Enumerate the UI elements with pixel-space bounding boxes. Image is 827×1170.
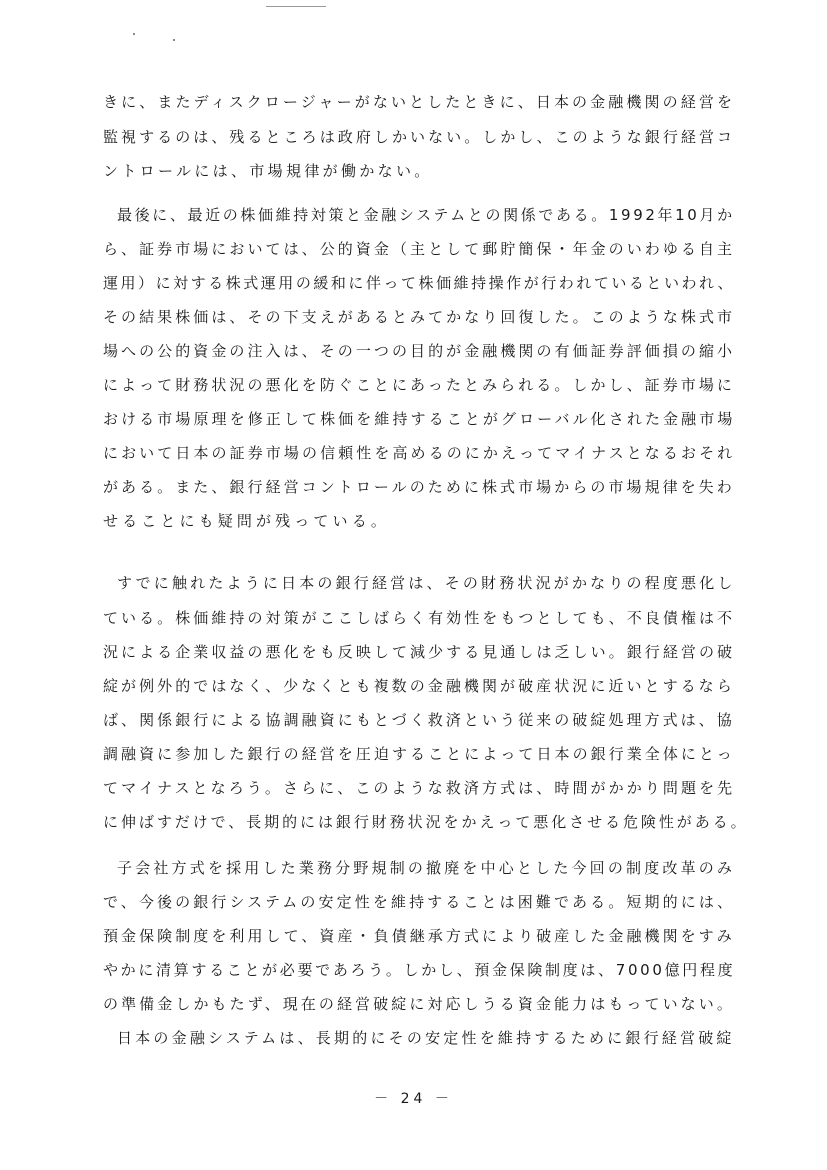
text-line: がある。また、銀行経営コントロールのために株式市場からの市場規律を失わ <box>103 478 735 496</box>
text-line: 日本の金融システムは、長期的にその安定性を維持するために銀行経営破綻 <box>117 1029 735 1047</box>
text-line: 運用）に対する株式運用の緩和に伴って株価維持操作が行われているといわれ、 <box>103 274 735 292</box>
text-line: てマイナスとなろう。さらに、このような救済方式は、時間がかかり問題を先 <box>103 779 736 797</box>
text-line: おける市場原理を修正して株価を維持することがグローバル化された金融市場 <box>103 410 736 428</box>
text-line: によって財務状況の悪化を防ぐことにあったとみられる。しかし、証券市場に <box>103 376 735 394</box>
text-line: せることにも疑問が残っている。 <box>103 512 390 530</box>
text-line: 最後に、最近の株価維持対策と金融システムとの関係である。1992年10月か <box>117 206 735 224</box>
text-line: 綻が例外的ではなく、少なくとも複数の金融機関が破産状況に近いとするなら <box>103 677 735 695</box>
text-line: すでに触れたように日本の銀行経営は、その財務状況がかなりの程度悪化し <box>117 574 736 592</box>
text-line: 況による企業収益の悪化をも反映して減少する見通しは乏しい。銀行経営の破 <box>103 643 736 661</box>
text-line: きに、またディスクロージャーがないとしたときに、日本の金融機関の経営を <box>103 93 736 111</box>
text-line: ば、関係銀行による協調融資にもとづく救済という従来の破綻処理方式は、協 <box>103 711 735 729</box>
text-line: 調融資に参加した銀行の経営を圧迫することによって日本の銀行業全体にとっ <box>103 745 735 763</box>
text-line: の準備金しかもたず、現在の経営破綻に対応しうる資金能力はもっていない。 <box>103 995 735 1013</box>
text-line: 子会社方式を採用した業務分野規制の撤廃を中心とした今回の制度改革のみ <box>117 859 736 877</box>
text-line: において日本の証券市場の信頼性を高めるのにかえってマイナスとなるおそれ <box>103 444 736 462</box>
text-line: 預金保険制度を利用して、資産・負債継承方式により破産した金融機関をすみ <box>103 927 735 945</box>
text-line: ントロールには、市場規律が働かない。 <box>103 162 433 180</box>
scan-artifact-top <box>266 6 326 7</box>
text-line: ら、証券市場においては、公的資金（主として郵貯簡保・年金のいわゆる自主 <box>103 240 736 258</box>
text-line: ている。株価維持の対策がここしばらく有効性をもつとしても、不良債権は不 <box>103 609 736 627</box>
scan-artifact-dot <box>133 33 135 35</box>
text-line: で、今後の銀行システムの安定性を維持することは困難である。短期的には、 <box>103 893 736 911</box>
text-line: 場への公的資金の注入は、その一つの目的が金融機関の有価証券評価損の縮小 <box>103 342 736 360</box>
scan-artifact-dot <box>173 39 175 41</box>
text-line: やかに清算することが必要であろう。しかし、預金保険制度は、7000億円程度 <box>103 961 736 979</box>
text-line: に伸ばすだけで、長期的には銀行財務状況をかえって悪化させる危険性がある。 <box>103 813 749 831</box>
page-number: － 24 － <box>374 1091 453 1107</box>
text-line: 監視するのは、残るところは政府しかいない。しかし、このような銀行経営コ <box>103 128 736 146</box>
text-line: その結果株価は、その下支えがあるとみてかなり回復した。このような株式市 <box>103 308 736 326</box>
